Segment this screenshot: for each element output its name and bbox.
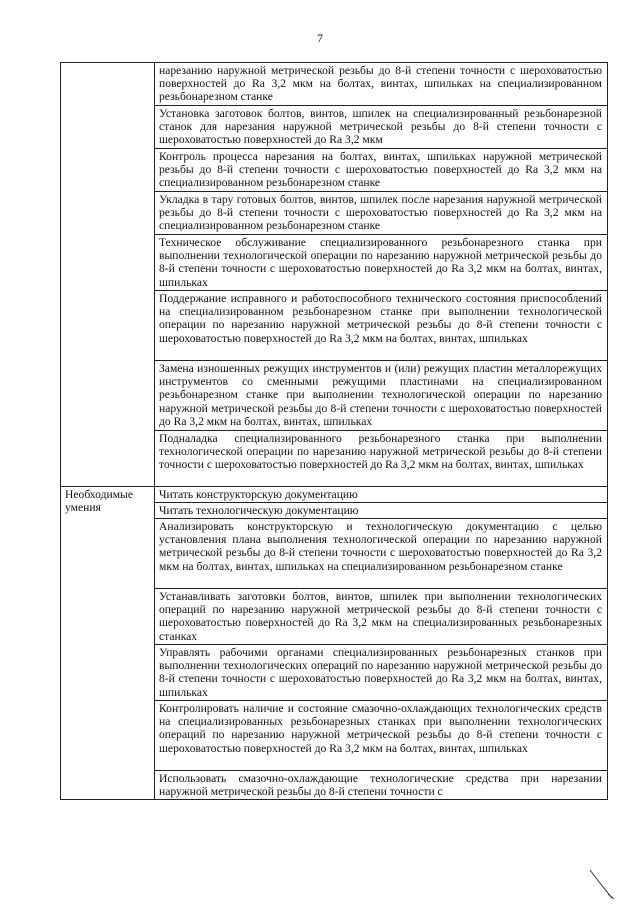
labor-action-text: Техническое обслуживание специализированного резьбонарезного станка при выполнении технологической операции по нарезанию наружной метрической резьбы до 8-й степени точности с шероховатостью поверхностей до Ra 3,2 мкм на болтах, винтах, шпильках — [155, 235, 608, 291]
labor-action-text: Замена изношенных режущих инструментов и (или) режущих пластин металлорежущих инструментов со сменными режущими пластинами на специализированном резьбонарезном станке при выполнении технологической операции по нарезанию наружной метрической резьбы до 8-й степени точности с шероховатостью поверхностей до Ra 3,2 мкм на болтах, винтах, шпильках — [155, 361, 608, 431]
row-label-cell: Необходимые умения — [61, 487, 155, 800]
skill-text: Управлять рабочими органами специализированных резьбонарезных станков при выполнении технологических операций по нарезанию наружной метрической резьбы до 8-й степени точности с шероховатостью поверхностей до Ra 3,2 мкм на болтах, винтах, шпильках — [155, 645, 608, 701]
labor-action-text: Поддержание исправного и работоспособного технического состояния приспособлений на специализированном резьбонарезном станке при выполнении технологической операции по нарезанию наружной метрической резьбы до 8-й степени точности с шероховатостью поверхностей до Ra 3,2 мкм на болтах, винтах, шпильках — [155, 291, 608, 361]
labor-action-text: Подналадка специализированного резьбонарезного станка при выполнении технологической операции по нарезанию наружной метрической резьбы до 8-й степени точности с шероховатостью поверхностей до Ra 3,2 мкм на болтах, винтах, шпильках — [155, 431, 608, 487]
skill-text: Читать конструкторскую документацию — [155, 487, 608, 503]
skill-text: Устанавливать заготовки болтов, винтов, шпилек при выполнении технологических операций по нарезанию наружной метрической резьбы до 8-й степени точности с шероховатостью поверхностей до Ra 3,2 мкм на специализированных резьбонарезных станках — [155, 589, 608, 645]
labor-action-text: Укладка в тару готовых болтов, винтов, шпилек после нарезания наружной метрической резьбы до 8-й степени точности с шероховатостью поверхностей до Ra 3,2 мкм на специализированном резьбонарезном станке — [155, 192, 608, 235]
labor-action-text: Установка заготовок болтов, винтов, шпилек на специализированный резьбонарезной станок для нарезания наружной метрической резьбы до 8-й степени точности с шероховатостью поверхностей до Ra 3,2 мкм — [155, 106, 608, 149]
labor-action-text: Контроль процесса нарезания на болтах, винтах, шпильках наружной метрической резьбы до 8-й степени точности с шероховатостью поверхностей до Ra 3,2 мкм на специализированном резьбонарезном станке — [155, 149, 608, 192]
table-row — [61, 487, 608, 503]
row-label-cell — [61, 63, 155, 487]
skill-text: Использовать смазочно-охлаждающие технологические средства при нарезании наружной метрической резьбы до 8-й степени точности с — [155, 771, 608, 800]
skill-text: Анализировать конструкторскую и технологическую документацию с целью установления плана выполнения технологической операции по нарезанию наружной метрической резьбы до 8-й степени точности с шероховатостью поверхностей до Ra 3,2 мкм на болтах, винтах, шпильках на специализированном резьбонарезном станке — [155, 519, 608, 589]
table-row — [61, 63, 608, 106]
skill-text: Контролировать наличие и состояние смазочно-охлаждающих технологических средств на специализированных резьбонарезных станках при выполнении технологических операций по нарезанию наружной метрической резьбы до 8-й степени точности с шероховатостью поверхностей до Ra 3,2 мкм на болтах, винтах, шпильках — [155, 701, 608, 771]
page-number: 7 — [317, 31, 323, 45]
pen-mark-icon — [588, 868, 618, 902]
requirements-table — [60, 62, 608, 800]
labor-action-text: нарезанию наружной метрической резьбы до 8-й степени точности с шероховатостью поверхностей до Ra 3,2 мкм на болтах, винтах, шпильках на специализированном резьбонарезном станке — [155, 63, 608, 106]
skill-text: Читать технологическую документацию — [155, 503, 608, 519]
